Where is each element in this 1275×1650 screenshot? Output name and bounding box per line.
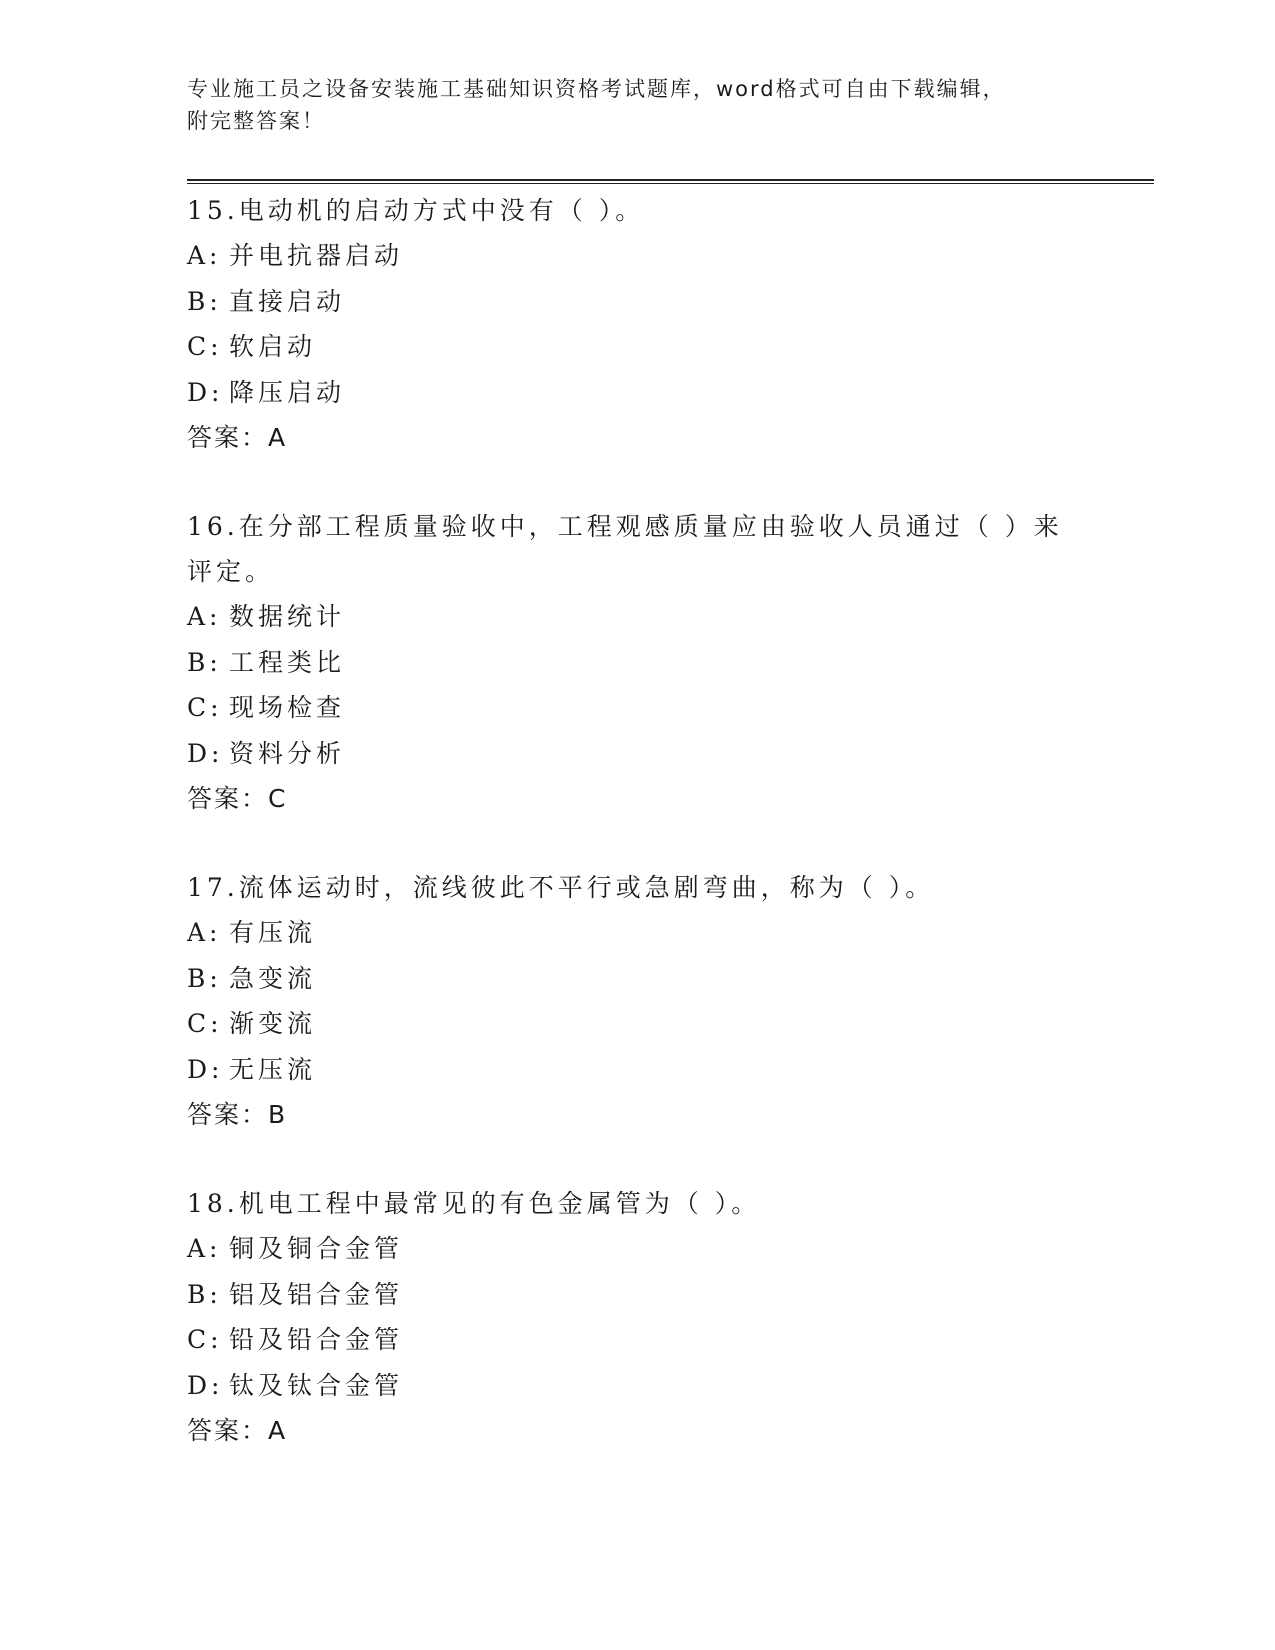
option-key: A: [187,602,222,631]
header-line-1: 专业施工员之设备安装施工基础知识资格考试题库，word格式可自由下载编辑， [187,77,1006,101]
answer-line: 答案：C [187,784,288,813]
option-a [187,594,1067,640]
option-d [187,1047,1067,1093]
option-key: D: [187,1054,224,1084]
question-18 [187,1181,1067,1453]
option-key: A: [187,241,222,270]
option-text: 软启动 [229,332,317,361]
option-key: A: [187,918,222,947]
option-c [187,1317,1067,1363]
question-list [187,188,1067,1497]
option-a [187,1226,1067,1272]
option-text: 数据统计 [229,602,346,631]
option-b [187,956,1067,1002]
option-b [187,279,1067,325]
question-17 [187,865,1067,1137]
option-b [187,640,1067,686]
option-text: 钛及钛合金管 [229,1370,404,1400]
option-text: 直接启动 [229,286,346,316]
option-text: 并电抗器启动 [229,241,404,270]
option-text: 无压流 [229,1054,317,1084]
option-text: 资料分析 [229,738,346,768]
question-stem: 16.在分部工程质量验收中，工程观感质量应由验收人员通过（ ）来评定。 [187,512,1063,586]
option-text: 铝及铝合金管 [229,1279,404,1309]
option-key: B: [187,647,222,677]
option-key: D: [187,1370,224,1400]
option-key: B: [187,1279,222,1309]
answer-line: 答案：A [187,423,288,452]
option-key: C: [187,693,223,722]
option-text: 工程类比 [229,647,346,677]
option-key: C: [187,1325,223,1354]
option-key: D: [187,377,224,407]
option-text: 降压启动 [229,377,346,407]
option-c [187,1001,1067,1047]
option-key: C: [187,1009,223,1038]
option-b [187,1272,1067,1318]
question-stem: 15.电动机的启动方式中没有（ ）。 [187,196,645,225]
option-text: 现场检查 [229,693,346,722]
option-key: B: [187,286,222,316]
option-d [187,731,1067,777]
question-stem: 17.流体运动时，流线彼此不平行或急剧弯曲，称为（ ）。 [187,873,935,902]
option-text: 铅及铅合金管 [229,1325,404,1354]
option-key: B: [187,963,222,993]
document-header [187,73,1067,137]
header-divider [187,179,1154,184]
option-c [187,685,1067,731]
question-16 [187,504,1067,821]
header-line-2: 附完整答案！ [187,109,325,133]
option-text: 铜及铜合金管 [229,1234,404,1263]
option-d [187,1363,1067,1409]
option-d [187,370,1067,416]
option-text: 渐变流 [229,1009,317,1038]
answer-line: 答案：B [187,1100,288,1129]
question-stem: 18.机电工程中最常见的有色金属管为（ ）。 [187,1189,761,1218]
option-c [187,324,1067,370]
question-15 [187,188,1067,460]
option-text: 急变流 [229,963,317,993]
answer-line: 答案：A [187,1416,288,1445]
option-a [187,910,1067,956]
option-key: D: [187,738,224,768]
option-key: C: [187,332,223,361]
option-text: 有压流 [229,918,317,947]
option-a [187,233,1067,279]
option-key: A: [187,1234,222,1263]
